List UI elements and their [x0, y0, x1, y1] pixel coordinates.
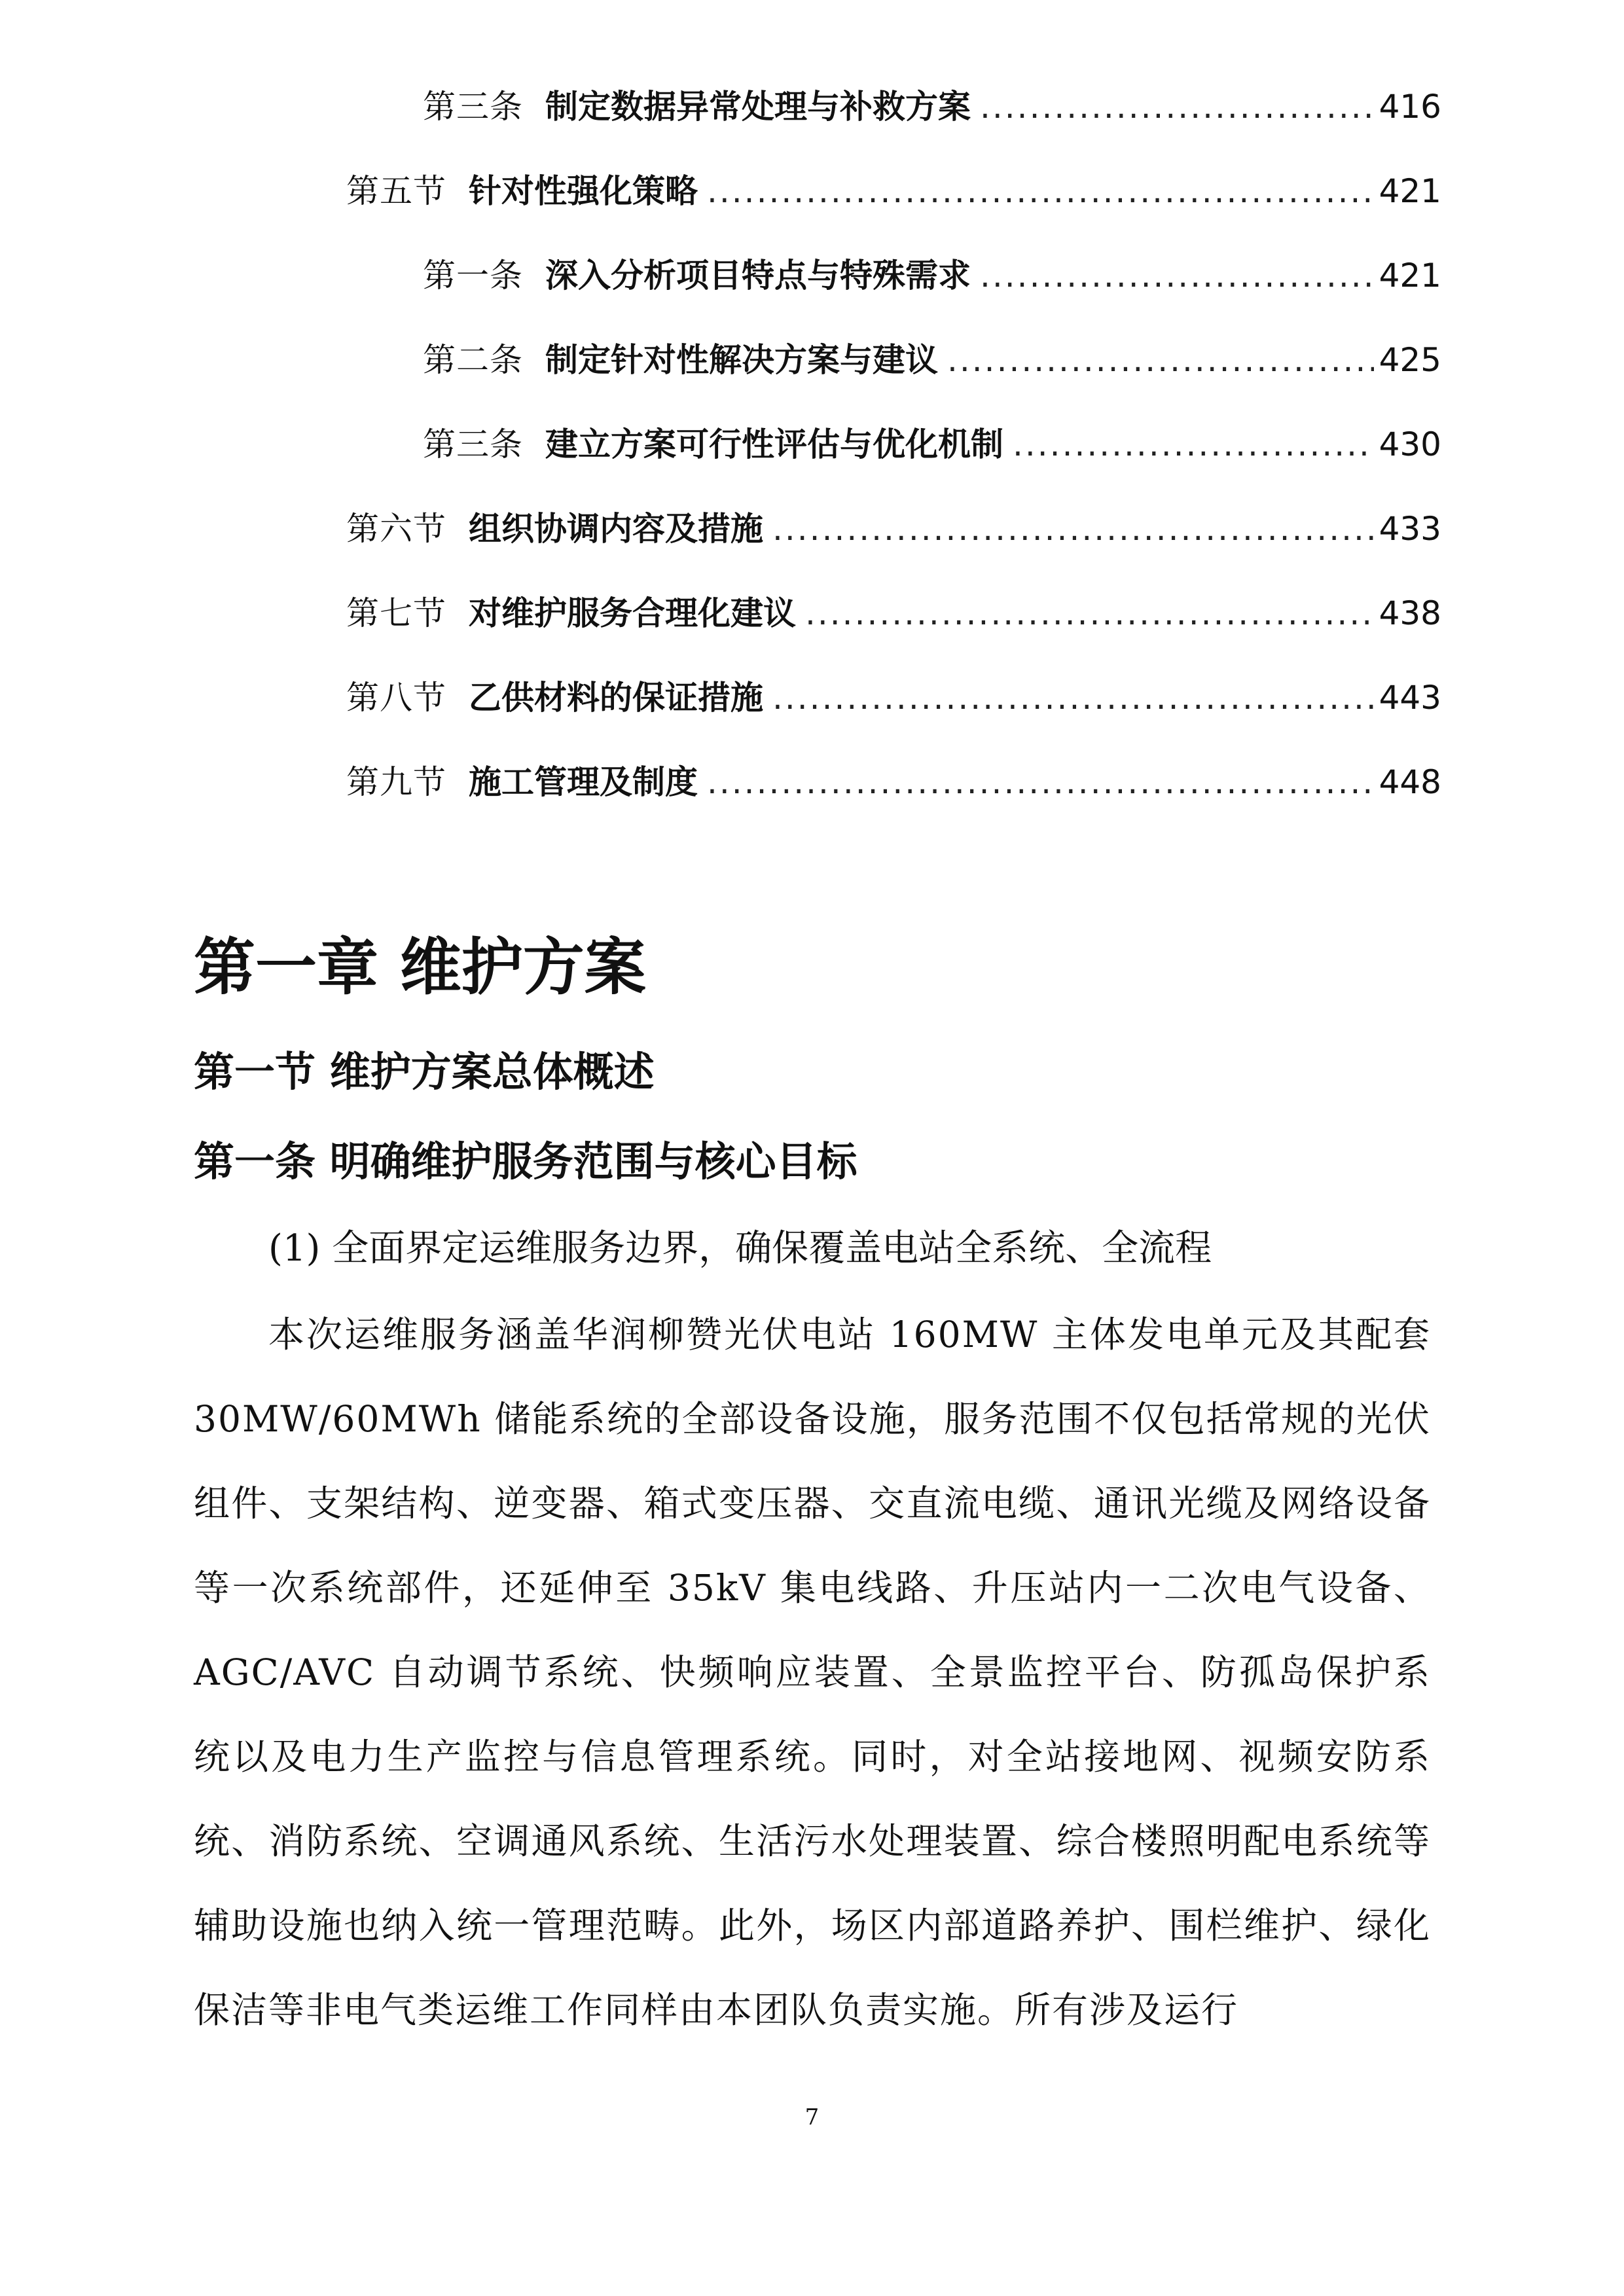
toc-entry-title: 深入分析项目特点与特殊需求 [545, 256, 971, 295]
toc-leader-dots [1013, 422, 1374, 467]
toc-entry-number: 第九节 [346, 763, 446, 801]
toc-entry-number: 第七节 [346, 594, 446, 632]
toc-entry[interactable] [346, 506, 1441, 552]
toc-entry-page: 443 [1379, 679, 1441, 717]
toc-leader-dots [980, 84, 1374, 130]
toc-leader-dots [772, 506, 1374, 552]
toc-entry-title: 制定数据异常处理与补救方案 [545, 87, 971, 126]
toc-leader-dots [980, 253, 1374, 298]
section-heading: 第一节 维护方案总体概述 [194, 1048, 655, 1096]
toc-entry-title: 建立方案可行性评估与优化机制 [545, 425, 1003, 463]
article-heading: 第一条 明确维护服务范围与核心目标 [194, 1138, 857, 1185]
toc-entry-number: 第三条 [423, 425, 523, 463]
page-number: 7 [804, 2104, 820, 2130]
toc-entry[interactable] [346, 759, 1441, 805]
toc-entry-number: 第一条 [423, 257, 523, 295]
toc-leader-dots [805, 590, 1374, 636]
toc-entry-page: 425 [1379, 341, 1441, 379]
toc-entry-page: 448 [1379, 763, 1441, 801]
toc-entry-page: 421 [1379, 257, 1441, 295]
toc-entry[interactable] [346, 675, 1441, 721]
body-paragraph: 本次运维服务涵盖华润柳赞光伏电站 160MW 主体发电单元及其配套 30MW/60MWh 储能系统的全部设备设施，服务范围不仅包括常规的光伏组件、支架结构、逆变器、箱式变压器、交直流电缆、通讯光缆及网络设备等一次系统部件，还延伸至 35kV 集电线路、升压站内一二次电气设备、AGC/AVC 自动调节系统、快频响应装置、全景监控平台、防孤岛保护系统以及电力生产监控与信息管理系统。同时，对全站接地网、视频安防系统、消防系统、空调通风系统、生活污水处理装置、综合楼照明配电系统等辅助设施也纳入统一管理范畴。此外，场区内部道路养护、围栏维护、绿化保洁等非电气类运维工作同样由本团队负责实施。所有涉及运行 [194, 1314, 1431, 2031]
toc-entry-page: 430 [1379, 425, 1441, 463]
chapter-heading: 第一章 维护方案 [194, 931, 646, 1003]
toc-entry-title: 组织协调内容及措施 [469, 509, 763, 548]
toc-entry[interactable] [423, 422, 1441, 467]
toc-entry-number: 第八节 [346, 679, 446, 717]
toc-entry[interactable] [423, 84, 1441, 130]
toc-entry-page: 416 [1379, 88, 1441, 126]
toc-entry[interactable] [346, 168, 1441, 214]
toc-entry[interactable] [423, 337, 1441, 383]
toc-entry-number: 第二条 [423, 341, 523, 379]
toc-entry-page: 433 [1379, 510, 1441, 548]
toc-entry[interactable] [346, 590, 1441, 636]
toc-entry-page: 421 [1379, 172, 1441, 210]
toc-entry-title: 针对性强化策略 [469, 171, 698, 210]
toc-entry[interactable] [423, 253, 1441, 298]
toc-leader-dots [707, 168, 1374, 214]
list-item-heading: (1) 全面界定运维服务边界，确保覆盖电站全系统、全流程 [268, 1227, 1212, 1270]
toc-entry-page: 438 [1379, 594, 1441, 632]
toc-entry-number: 第六节 [346, 510, 446, 548]
toc-entry-number: 第五节 [346, 172, 446, 210]
toc-entry-title: 对维护服务合理化建议 [469, 594, 796, 632]
toc-leader-dots [947, 337, 1374, 383]
toc-leader-dots [707, 759, 1374, 805]
toc-leader-dots [772, 675, 1374, 721]
toc-entry-number: 第三条 [423, 88, 523, 126]
toc-entry-title: 乙供材料的保证措施 [469, 678, 763, 717]
toc-entry-title: 施工管理及制度 [469, 762, 698, 801]
toc-entry-title: 制定针对性解决方案与建议 [545, 340, 938, 379]
